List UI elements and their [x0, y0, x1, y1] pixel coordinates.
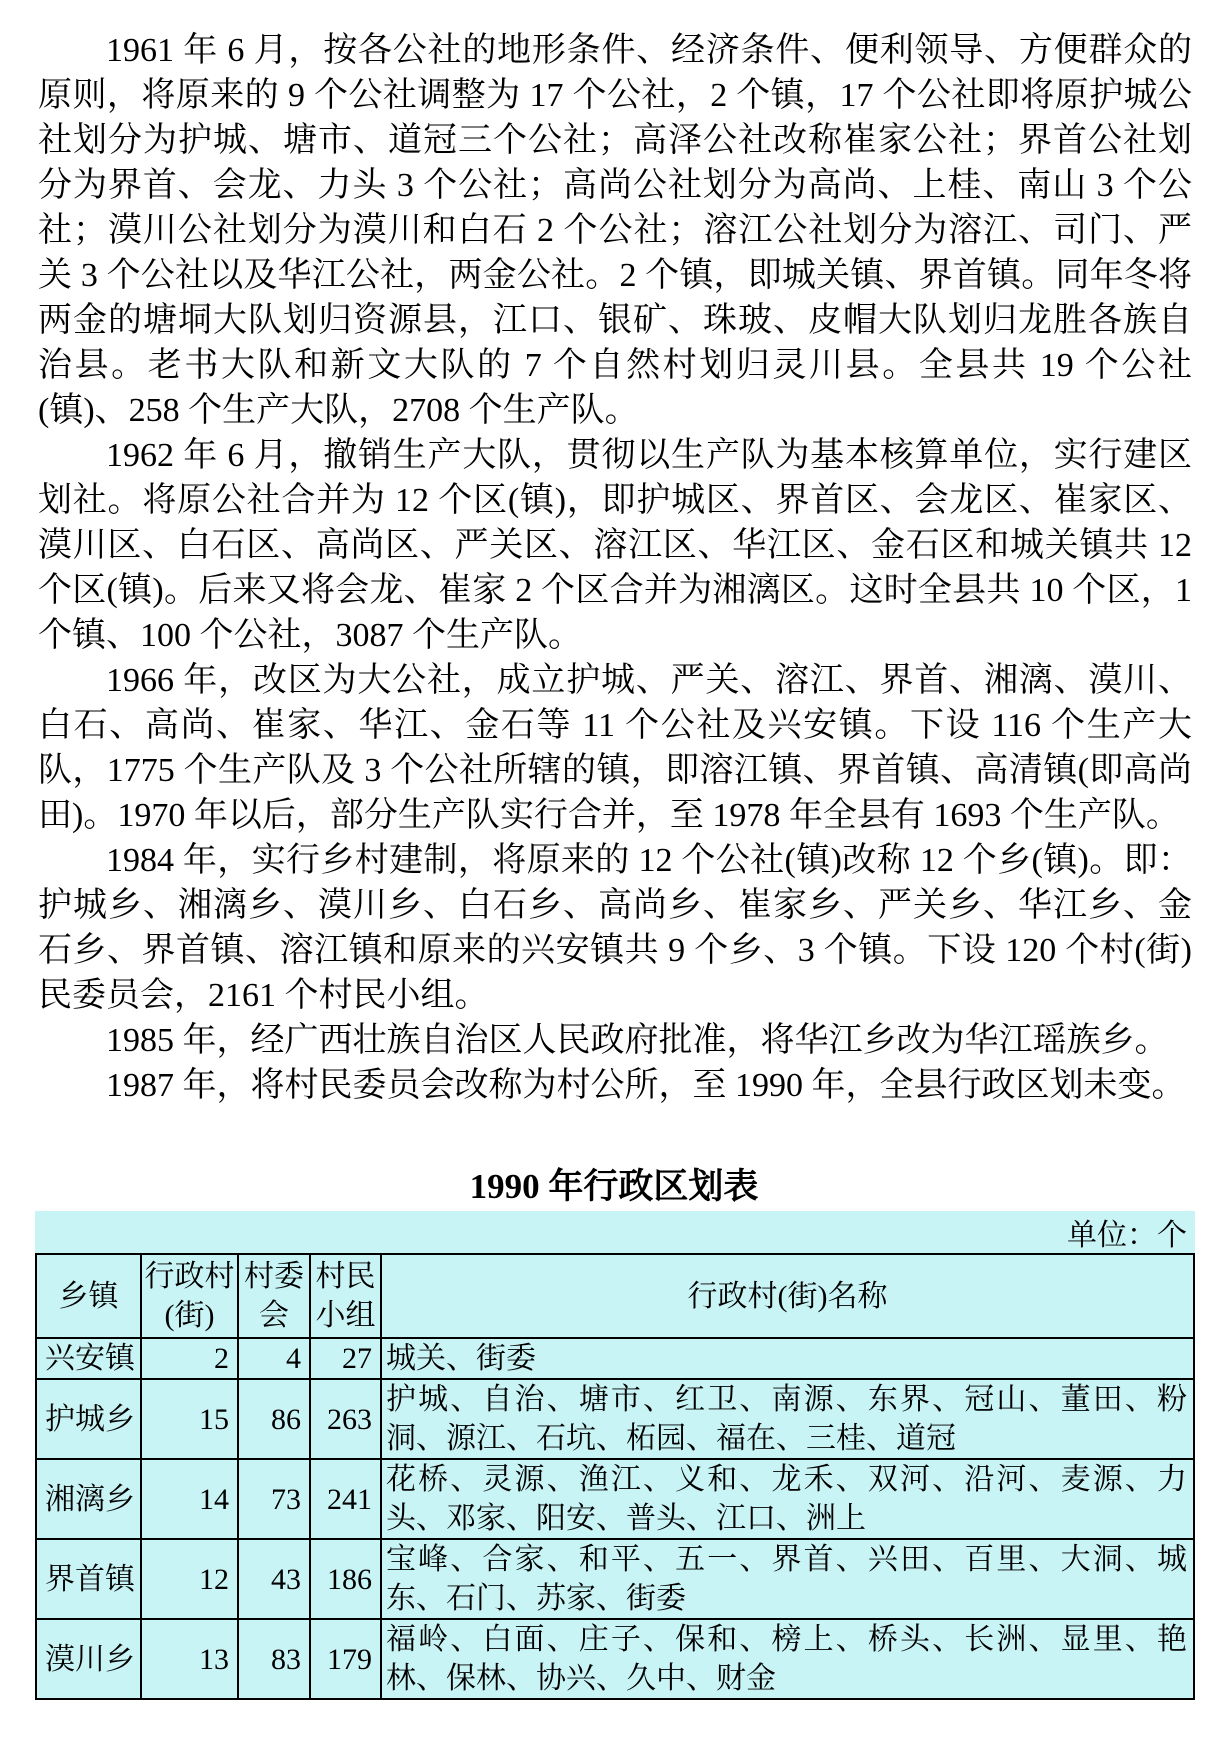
table-row-huchengxiang	[36, 1379, 1194, 1459]
table-row-xinganzhen	[36, 1338, 1194, 1379]
paragraph-1962: 1962 年 6 月，撤销生产大队，贯彻以生产队为基本核算单位，实行建区划社。将原公社合并为 12 个区(镇)，即护城区、界首区、会龙区、崔家区、漠川区、白石区、高尚区、严关区、溶江区、华江区、金石区和城关镇共 12 个区(镇)。后来又将会龙、崔家 2 个区合并为湘漓区。这时全县共 10 个区，1 个镇、100 个公社，3087 个生产队。	[38, 437, 1192, 654]
table-row-jieshouzhen	[36, 1539, 1194, 1619]
unit-note-band	[35, 1211, 1195, 1253]
cell-village-names: 福岭、白面、庄子、保和、榜上、桥头、长洲、显里、艳林、保林、协兴、久中、财金	[381, 1619, 1194, 1699]
col-header-villager-groups: 村民小组	[310, 1254, 381, 1338]
cell-villager-groups: 27	[310, 1338, 381, 1379]
paragraph-1985: 1985 年，经广西壮族自治区人民政府批准，将华江乡改为华江瑶族乡。	[106, 1022, 1169, 1059]
cell-village-names: 护城、自治、塘市、红卫、南源、东界、冠山、董田、粉洞、源江、石坑、柘园、福在、三桂、道冠	[381, 1379, 1194, 1459]
cell-admin-villages: 2	[141, 1338, 238, 1379]
table-row-xianglixiang	[36, 1459, 1194, 1539]
col-header-village-names: 行政村(街)名称	[381, 1254, 1194, 1338]
paragraph-1984: 1984 年，实行乡村建制，将原来的 12 个公社(镇)改称 12 个乡(镇)。即：护城乡、湘漓乡、漠川乡、白石乡、高尚乡、崔家乡、严关乡、华江乡、金石乡、界首镇、溶江镇和原来的兴安镇共 9 个乡、3 个镇。下设 120 个村(街)民委员会，2161 个村民小组。	[38, 842, 1192, 1014]
admin-divisions-table	[35, 1253, 1195, 1700]
col-header-admin-villages: 行政村(街)	[141, 1254, 238, 1338]
cell-village-committees: 83	[238, 1619, 310, 1699]
cell-village-names: 城关、街委	[381, 1338, 1194, 1379]
paragraph-1961: 1961 年 6 月，按各公社的地形条件、经济条件、便利领导、方便群众的原则，将原来的 9 个公社调整为 17 个公社，2 个镇，17 个公社即将原护城公社划分为护城、塘市、道冠三个公社；高泽公社改称崔家公社；界首公社划分为界首、会龙、力头 3 个公社；高尚公社划分为高尚、上桂、南山 3 个公社；漠川公社划分为漠川和白石 2 个公社；溶江公社划分为溶江、司门、严关 3 个公社以及华江公社，两金公社。2 个镇，即城关镇、界首镇。同年冬将两金的塘垌大队划归资源县，江口、银矿、珠玻、皮帽大队划归龙胜各族自治县。老书大队和新文大队的 7 个自然村划归灵川县。全县共 19 个公社(镇)、258 个生产大队，2708 个生产队。	[38, 32, 1192, 429]
cell-admin-villages: 14	[141, 1459, 238, 1539]
cell-village-names: 宝峰、合家、和平、五一、界首、兴田、百里、大洞、城东、石门、苏家、街委	[381, 1539, 1194, 1619]
cell-township: 界首镇	[36, 1539, 141, 1619]
col-header-township: 乡镇	[36, 1254, 141, 1338]
table-title: 1990 年行政区划表	[469, 1167, 759, 1206]
cell-village-committees: 43	[238, 1539, 310, 1619]
cell-villager-groups: 186	[310, 1539, 381, 1619]
cell-admin-villages: 12	[141, 1539, 238, 1619]
cell-township: 湘漓乡	[36, 1459, 141, 1539]
unit-note-text: 单位：个	[1067, 1219, 1187, 1252]
paragraph-1966: 1966 年，改区为大公社，成立护城、严关、溶江、界首、湘漓、漠川、白石、高尚、崔家、华江、金石等 11 个公社及兴安镇。下设 116 个生产大队，1775 个生产队及 3 个公社所辖的镇，即溶江镇、界首镇、高清镇(即高尚田)。1970 年以后，部分生产队实行合并，至 1978 年全县有 1693 个生产队。	[38, 662, 1192, 834]
cell-township: 护城乡	[36, 1379, 141, 1459]
cell-village-committees: 73	[238, 1459, 310, 1539]
cell-villager-groups: 179	[310, 1619, 381, 1699]
cell-township: 兴安镇	[36, 1338, 141, 1379]
table-header-row	[36, 1254, 1194, 1338]
cell-villager-groups: 241	[310, 1459, 381, 1539]
cell-village-committees: 86	[238, 1379, 310, 1459]
body-text	[38, 28, 1192, 1108]
cell-township: 漠川乡	[36, 1619, 141, 1699]
cell-admin-villages: 15	[141, 1379, 238, 1459]
paragraph-1987: 1987 年，将村民委员会改称为村公所，至 1990 年，全县行政区划未变。	[106, 1067, 1186, 1104]
cell-village-names: 花桥、灵源、渔江、义和、龙禾、双河、沿河、麦源、力头、邓家、阳安、普头、江口、洲上	[381, 1459, 1194, 1539]
table-row-mochuanxiang	[36, 1619, 1194, 1699]
cell-village-committees: 4	[238, 1338, 310, 1379]
cell-admin-villages: 13	[141, 1619, 238, 1699]
col-header-village-committees: 村委会	[238, 1254, 310, 1338]
cell-villager-groups: 263	[310, 1379, 381, 1459]
